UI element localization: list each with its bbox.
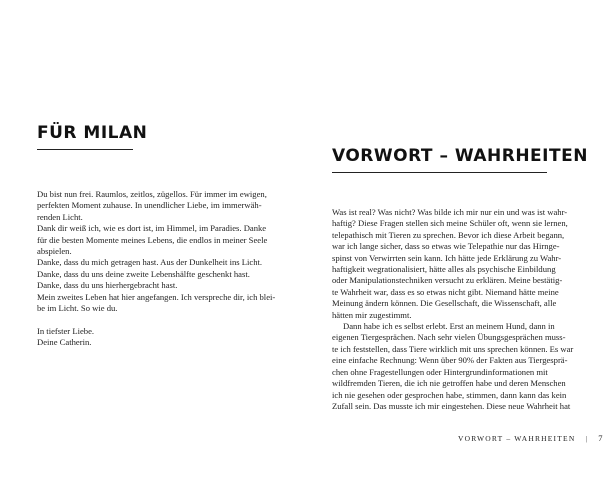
text-line: eigenen Tiergesprächen. Nach sehr vielen Übungsgesprächen muss- <box>332 332 566 343</box>
text-line: Danke, dass du mich getragen hast. Aus der Dunkelheit ins Licht. <box>37 257 263 268</box>
text-line: Meinung ändern können. Die Gesellschaft, die Wissenschaft, alle <box>332 298 557 309</box>
text-line: te ich feststellen, dass Tiere wirklich mit uns sprechen können. Es war <box>332 343 574 354</box>
text-line: te Wahrheit war, dass es so etwas nicht gibt. Niemand hätte meine <box>332 286 559 297</box>
text-line: war ich lange sicher, dass so etwas wie Telepathie nur das Hirnge- <box>332 241 560 252</box>
text-line: renden Licht. <box>37 211 83 222</box>
text-line: oder Manipulationstechniken versucht zu erklären. Meine bestätig- <box>332 275 563 286</box>
text-line: Danke, dass du uns hierhergebracht hast. <box>37 280 178 291</box>
text-line: ich nie gesehen oder gesprochen habe, stimmen, dann kann das kein <box>332 389 567 400</box>
text-line: Danke, dass du uns deine zweite Lebenshälfte geschenkt hast. <box>37 268 250 279</box>
dedication-text <box>37 189 277 349</box>
heading-underline <box>332 172 547 173</box>
text-line: abspielen. <box>37 246 72 257</box>
text-line: hätten mir zugestimmt. <box>332 309 412 320</box>
paragraph-gap <box>37 314 277 325</box>
text-line: perfekten Moment zuhause. In unendlicher Liebe, im immerwäh- <box>37 200 262 211</box>
chapter-body <box>332 207 574 412</box>
text-line: eine einfache Rechnung: Wenn über 90% der Fakten aus Tiergesprä- <box>332 355 568 366</box>
text-line: spinst von Verwirrten sein kann. Ich hätte jede Erklärung zu Wahr- <box>332 252 562 263</box>
text-line: telepathisch mit Tieren zu sprechen. Bevor ich diese Arbeit begann, <box>332 229 565 240</box>
text-line: Du bist nun frei. Raumlos, zeitlos, zügellos. Für immer im ewigen, <box>37 189 267 199</box>
text-line: für die besten Momente meines Lebens, die endlos in meiner Seele <box>37 234 268 245</box>
page-number: 7 <box>598 433 603 443</box>
running-head: VORWORT – WAHRHEITEN <box>458 434 576 443</box>
chapter-heading: VORWORT – WAHRHEITEN <box>332 146 588 166</box>
left-page <box>0 0 300 478</box>
signature-line: Deine Catherin. <box>37 337 92 348</box>
text-line: wildfremden Tieren, die ich nie getroffen habe und deren Menschen <box>332 378 566 389</box>
text-line: haftig? Diese Fragen stellen sich meine Schüler oft, wenn sie lernen, <box>332 218 568 229</box>
heading-underline <box>37 149 133 150</box>
text-line: haftigkeit wegrationalisiert, hätte alles als psychische Einbildung <box>332 264 556 275</box>
text-line: Zufall sein. Das musste ich mir eingestehen. Diese neue Wahrheit hat <box>332 400 571 411</box>
footer-separator: | <box>585 434 589 443</box>
text-line: Dann habe ich es selbst erlebt. Erst an meinem Hund, dann in <box>343 321 555 332</box>
right-page <box>300 0 603 478</box>
dedication-heading: FÜR MILAN <box>37 123 148 143</box>
text-line: be im Licht. So wie du. <box>37 303 118 314</box>
text-line: Mein zweites Leben hat hier angefangen. Ich verspreche dir, ich blei- <box>37 291 276 302</box>
page-footer <box>458 433 603 443</box>
text-line: chen ohne Fragestellungen oder Hintergrundinformationen mit <box>332 366 548 377</box>
text-line: Dank dir weiß ich, wie es dort ist, im Himmel, im Paradies. Danke <box>37 223 267 234</box>
text-line: Was ist real? Was nicht? Was bilde ich mir nur ein und was ist wahr- <box>332 207 568 217</box>
closing-line: In tiefster Liebe. <box>37 325 95 336</box>
